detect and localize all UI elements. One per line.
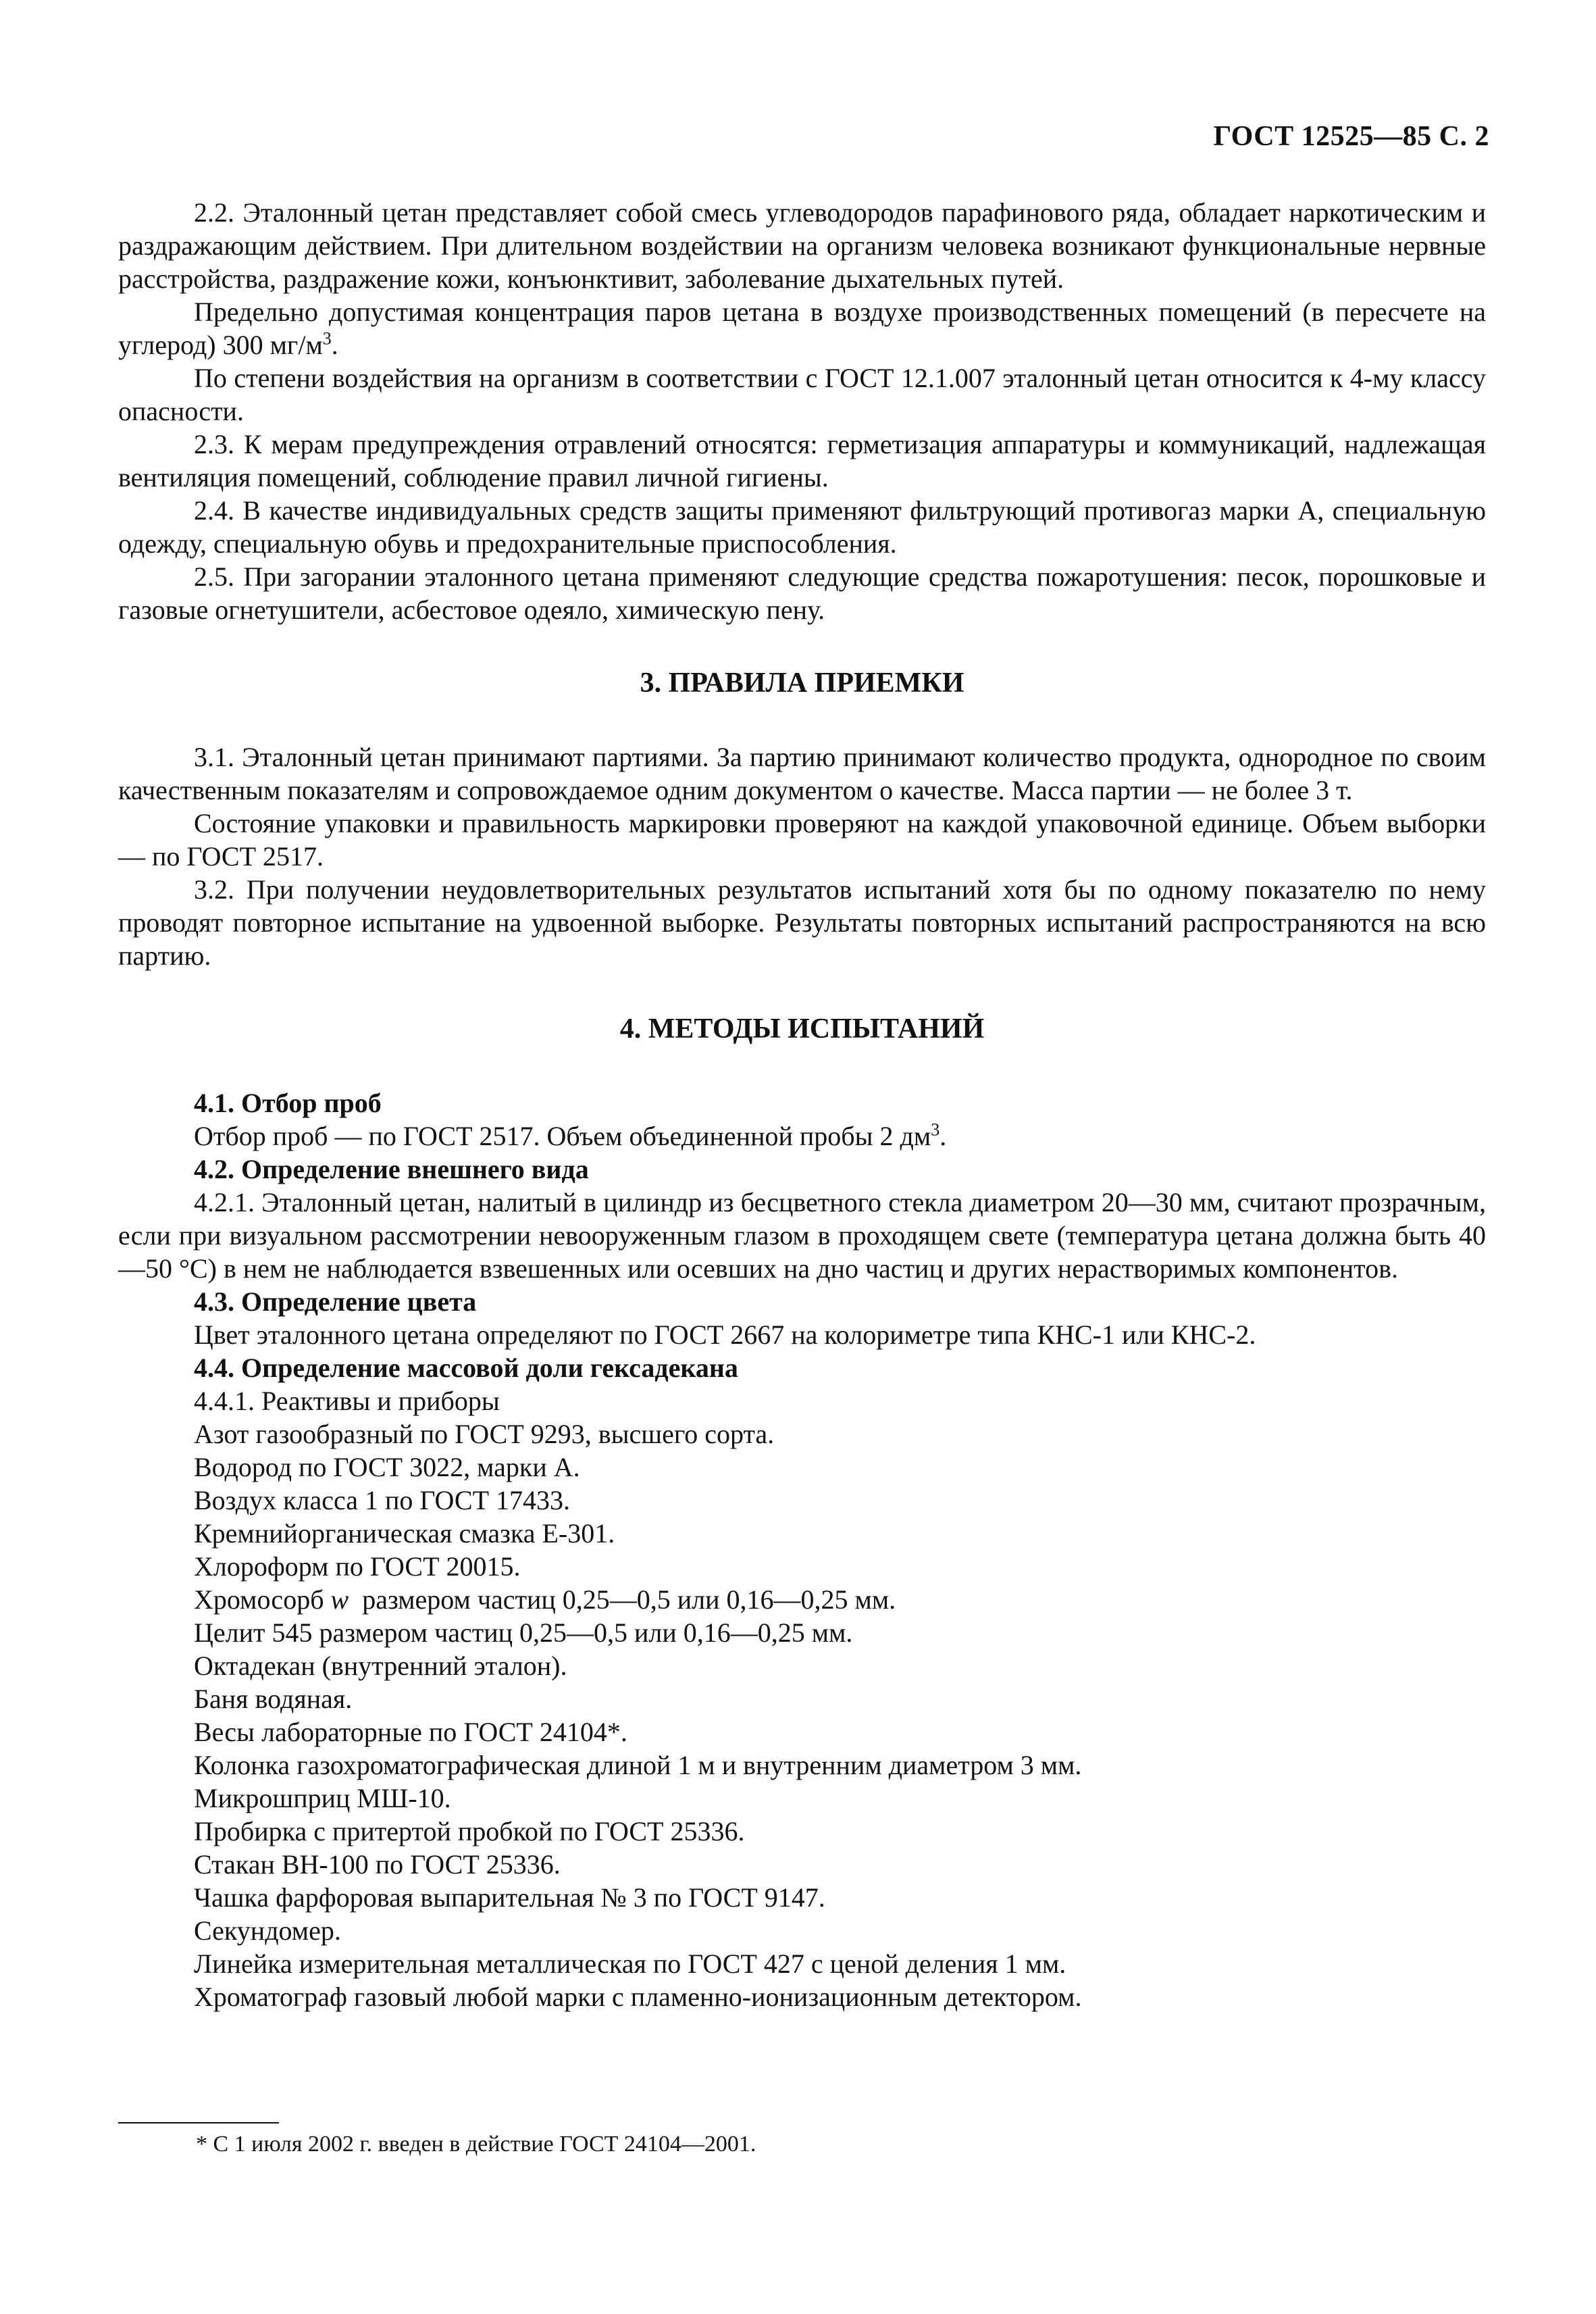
list-item: Октадекан (внутренний эталон). — [194, 1651, 567, 1681]
list-item: Микрошприц МШ-10. — [194, 1783, 451, 1813]
list-item: Азот газообразный по ГОСТ 9293, высшего сорта. — [194, 1419, 775, 1449]
section-3-title: 3. ПРАВИЛА ПРИЕМКИ — [640, 668, 964, 699]
section-4-title: 4. МЕТОДЫ ИСПЫТАНИЙ — [619, 1013, 985, 1045]
sampling-superscript: 3 — [931, 1120, 940, 1140]
footnote: * С 1 июля 2002 г. введен в действие ГОСТ 24104—2001. — [196, 2132, 756, 2157]
list-item: Колонка газохроматографическая длиной 1 м и внутренним диаметром 3 мм. — [194, 1750, 1082, 1780]
subheading-4-4: 4.4. Определение массовой доли гексадекана — [194, 1353, 738, 1383]
paragraph-hazard-class: По степени воздействия на организм в соответствии с ГОСТ 12.1.007 эталонный цетан относится к 4-му классу опасности. — [118, 363, 1486, 426]
pdk-text: Предельно допустимая концентрация паров цетана в воздухе производственных помещений (в пересчете на углерод) 300 мг/м — [118, 297, 1486, 360]
sampling-end: . — [939, 1121, 947, 1151]
list-item: Баня водяная. — [194, 1684, 353, 1714]
list-item: Воздух класса 1 по ГОСТ 17433. — [194, 1485, 571, 1515]
paragraph-4-3: Цвет эталонного цетана определяют по ГОСТ 2667 на колориметре типа КНС-1 или КНС-2. — [194, 1319, 1256, 1350]
paragraph-2-4: 2.4. В качестве индивидуальных средств защиты применяют фильтрующий противогаз марки А, специальную одежду, специальную обувь и предохранительные приспособления. — [118, 495, 1486, 559]
list-item-chromosorb — [118, 1583, 1486, 1616]
list-item: Пробирка с притертой пробкой по ГОСТ 25336. — [194, 1816, 745, 1846]
list-item: Стакан ВН-100 по ГОСТ 25336. — [194, 1849, 561, 1880]
list-item: Целит 545 размером частиц 0,25—0,5 или 0,16—0,25 мм. — [194, 1617, 853, 1648]
paragraph-3-2: 3.2. При получении неудовлетворительных результатов испытаний хотя бы по одному показателю по нему проводят повторное испытание на удвоенной выборке. Результаты повторных испытаний распространяются на всю партию. — [118, 874, 1486, 971]
footnote-divider — [118, 2122, 279, 2123]
paragraph-packaging: Состояние упаковки и правильность маркировки проверяют на каждой упаковочной единице. Объем выборки — по ГОСТ 2517. — [118, 808, 1486, 872]
list-item: Хлороформ по ГОСТ 20015. — [194, 1551, 521, 1582]
list-item: 4.4.1. Реактивы и приборы — [194, 1386, 500, 1416]
sampling-text: Отбор проб — по ГОСТ 2517. Объем объединенной пробы 2 дм — [194, 1121, 931, 1151]
page-header: ГОСТ 12525—85 С. 2 — [1213, 121, 1489, 152]
list-item: Весы лабораторные по ГОСТ 24104*. — [194, 1717, 627, 1747]
paragraph-2-3: 2.3. К мерам предупреждения отравлений относятся: герметизация аппаратуры и коммуникаций, надлежащая вентиляция помещений, соблюдение правил личной гигиены. — [118, 429, 1486, 493]
paragraph-2-5: 2.5. При загорании эталонного цетана применяют следующие средства пожаротушения: песок, порошковые и газовые огнетушители, асбестовое одеяло, химическую пену. — [118, 561, 1486, 625]
subheading-4-1: 4.1. Отбор проб — [194, 1088, 382, 1118]
list-item: Водород по ГОСТ 3022, марки А. — [194, 1452, 580, 1482]
document-body — [118, 196, 1486, 2013]
paragraph-4-1 — [118, 1120, 1486, 1153]
chromosorb-w: w — [330, 1584, 349, 1615]
subheading-4-3: 4.3. Определение цвета — [194, 1286, 477, 1317]
paragraph-3-1: 3.1. Эталонный цетан принимают партиями. За партию принимают количество продукта, однородное по своим качественным показателям и сопровождаемое одним документом о качестве. Масса партии — не более 3 т. — [118, 742, 1486, 805]
paragraph-pdk — [118, 295, 1486, 361]
list-item: Чашка фарфоровая выпарительная № 3 по ГОСТ 9147. — [194, 1882, 825, 1913]
pdk-end: . — [331, 330, 338, 360]
paragraph-2-2: 2.2. Эталонный цетан представляет собой смесь углеводородов парафинового ряда, обладает наркотическим и раздражающим действием. При длительном воздействии на организм человека возникают функциональные нервные расстройства, раздражение кожи, конъюнктивит, заболевание дыхательных путей. — [118, 197, 1486, 294]
pdk-superscript: 3 — [322, 328, 332, 349]
chromosorb-rest: размером частиц 0,25—0,5 или 0,16—0,25 мм. — [349, 1584, 896, 1615]
chromosorb-text: Хромосорб — [194, 1584, 331, 1615]
paragraph-4-2-1: 4.2.1. Эталонный цетан, налитый в цилиндр из бесцветного стекла диаметром 20—30 мм, считают прозрачным, если при визуальном рассмотрении невооруженным глазом в проходящем свете (температура цетана должна быть 40—50 °С) в нем не наблюдается взвешенных или осевших на дно частиц и других нерастворимых компонентов. — [118, 1187, 1486, 1284]
list-item: Линейка измерительная металлическая по ГОСТ 427 с ценой деления 1 мм. — [194, 1948, 1066, 1979]
list-item: Кремнийорганическая смазка Е-301. — [194, 1518, 615, 1549]
list-item: Хроматограф газовый любой марки с пламенно-ионизационным детектором. — [194, 1982, 1082, 2012]
subheading-4-2: 4.2. Определение внешнего вида — [194, 1154, 589, 1184]
list-item: Секундомер. — [194, 1915, 341, 1946]
